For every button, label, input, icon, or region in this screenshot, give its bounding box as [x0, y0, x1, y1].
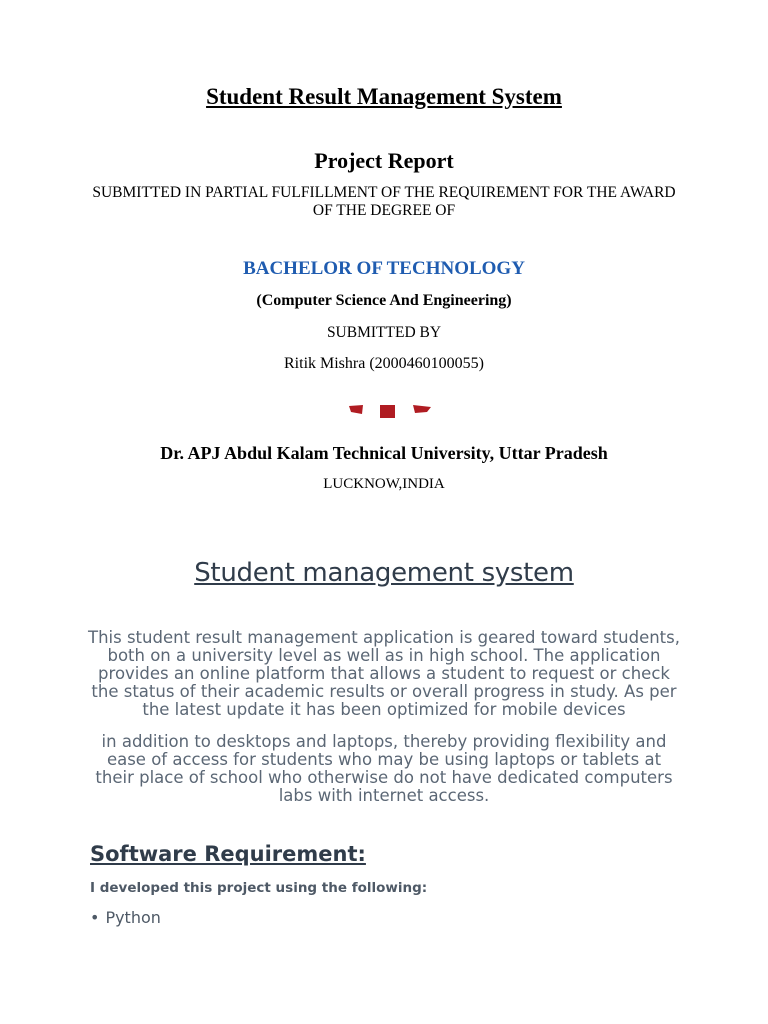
- student-name: Ritik Mishra (2000460100055): [284, 355, 484, 372]
- intro-paragraph: This student result management application is geared toward students, both on a university level as well as in high school. The application provides an online platform that allows a student to request or check the status of their academic results or overall progress in study. As per the latest update it has been optimized for mobile devices: [88, 628, 680, 719]
- software-requirement-heading: Software Requirement:: [90, 842, 366, 866]
- logo-left-mark: [349, 405, 363, 414]
- bullet-icon: •: [90, 908, 100, 927]
- requirements-list: [90, 908, 161, 927]
- university-logo: [347, 404, 433, 418]
- degree-name: BACHELOR OF TECHNOLOGY: [243, 258, 525, 279]
- submitted-by-label: SUBMITTED BY: [326, 324, 442, 341]
- report-type: Project Report: [314, 148, 454, 173]
- branch-text: Computer Science And Engineering): [261, 292, 512, 309]
- requirement-python: Python: [105, 908, 161, 927]
- logo-center-mark: [380, 405, 395, 418]
- list-item: [90, 908, 161, 927]
- logo-right-mark: [413, 405, 431, 413]
- requirements-intro: I developed this project using the following:: [90, 880, 428, 896]
- submission-note: SUBMITTED IN PARTIAL FULFILLMENT OF THE REQUIREMENT FOR THE AWARD OF THE DEGREE OF: [92, 184, 676, 219]
- university-location: LUCKNOW,INDIA: [323, 476, 445, 492]
- section-heading: Student management system: [194, 558, 574, 588]
- university-name: Dr. APJ Abdul Kalam Technical University, Uttar Pradesh: [160, 443, 608, 463]
- access-paragraph: in addition to desktops and laptops, thereby providing flexibility and ease of access for students who may be using laptops or tablets at their place of school who otherwise do not have dedicated computers labs with internet access.: [95, 732, 673, 805]
- document-title: Student Result Management System: [206, 84, 562, 109]
- branch-name: [0, 292, 768, 310]
- branch-open-paren: (: [256, 292, 262, 309]
